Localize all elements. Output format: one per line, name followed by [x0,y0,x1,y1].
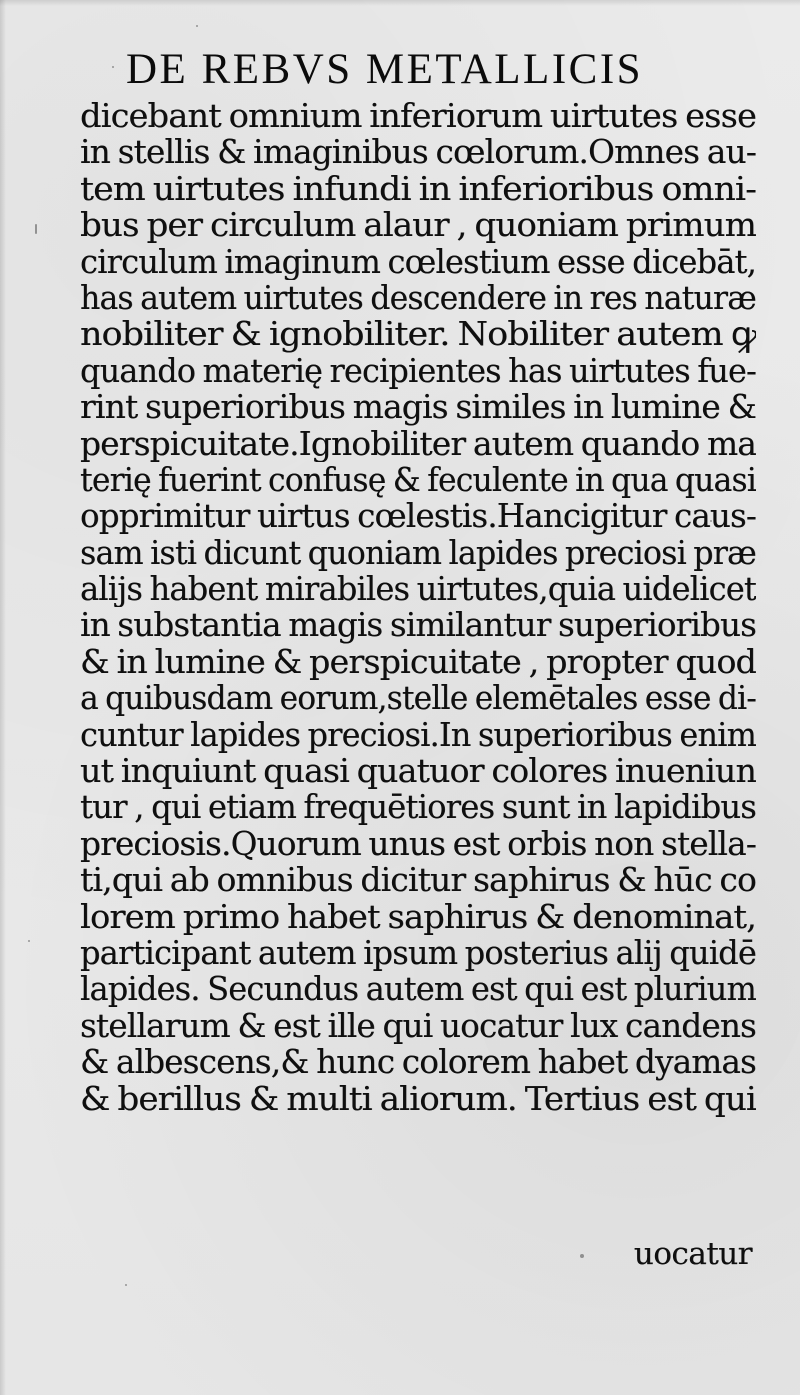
text-line: quando materię recipientes has uirtutes fue- [80,352,756,390]
page-top-edge-shadow [0,0,800,6]
text-line: circulum imaginum cœlestium esse dicebāt, [80,243,756,280]
text-line: ti,qui ab omnibus dicitur saphirus & hūc co [80,862,756,899]
text-line: tem uirtutes infundi in inferioribus omni- [80,170,756,208]
text-line: preciosis.Quorum unus est orbis non stella- [80,825,756,863]
text-line: nobiliter & ignobiliter. Nobiliter autem ꝙ [80,316,756,353]
text-line: has autem uirtutes descendere in res naturæ [80,279,756,317]
page-left-edge-shadow [0,0,6,1395]
text-line: terię fuerint confusę & feculente in qua quasi [80,461,756,499]
text-line: stellarum & est ille qui uocatur lux candens [80,1007,756,1045]
text-line: & albescens,& hunc colorem habet dyamas [80,1044,756,1081]
text-line: aliјs habent mirabiles uirtutes,quia uidelicet [80,571,756,608]
text-line: perspicuitate.Ignobiliter autem quando ma [80,425,756,462]
catchword: uocatur [633,1236,752,1272]
text-line: sam isti dicunt quoniam lapides preciosi præ [80,534,756,572]
text-line: lorem primo habet saphirus & denominat, [80,898,756,935]
text-line: ut inquiunt quasi quatuor colores inueniun [80,753,756,790]
text-line: rint superioribus magis similes in lumine & [80,389,756,426]
ink-speck [196,25,198,27]
text-line: a quibusdam eorum,stelle elemētales esse di- [80,680,756,717]
ink-speck [28,940,30,942]
text-line: & in lumine & perspicuitate , propter quod [80,643,756,681]
text-line: cuntur lapides preciosi.In superioribus enim [80,716,756,754]
body-text [80,98,770,1117]
text-line: participant autem ipsum posterius aliј quidē [80,934,756,972]
text-line: bus per circulum alaur , quoniam primum [80,207,756,244]
text-line: dicebant omnium inferiorum uirtutes esse [80,98,756,135]
text-line: in substantia magis similantur superioribus [80,607,756,644]
text-line: & berillus & multi aliorum. Tertius est qui [80,1080,756,1117]
text-line: in stellis & imaginibus cœlorum.Omnes au- [80,134,756,171]
text-line: opprimitur uirtus cœlestis.Hancigitur caus- [80,498,756,535]
ink-speck [35,224,37,234]
text-line: tur , qui etiam frequētiores sunt in lapidibus [80,789,756,826]
ink-speck [580,1254,584,1258]
ink-speck [112,66,114,68]
text-line: lapides. Secundus autem est qui est plurium [80,971,756,1008]
running-head: DE REBVS METALLICIS [126,46,644,93]
ink-speck [125,1284,127,1286]
